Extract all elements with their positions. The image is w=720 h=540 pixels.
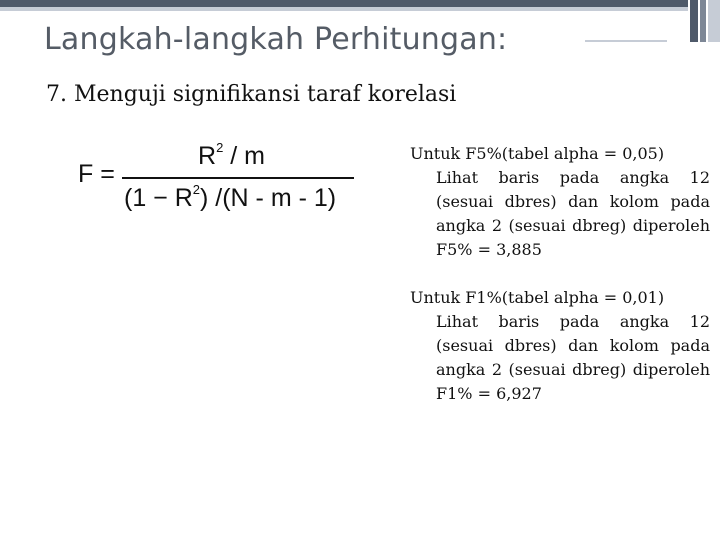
slide-subtitle: 7. Menguji signifikansi taraf korelasi	[46, 82, 457, 107]
formula-denominator-part1: (1 − R	[124, 184, 193, 212]
formula-fraction-bar	[122, 177, 354, 179]
f1-block	[410, 286, 710, 406]
formula-numerator-exponent: 2	[216, 140, 224, 155]
formula-denominator-exponent: 2	[192, 182, 201, 197]
formula-numerator	[198, 140, 265, 171]
title-rule	[585, 40, 667, 42]
corner-bar-dark	[690, 0, 698, 42]
formula-numerator-base: R	[198, 142, 217, 170]
formula-denominator	[124, 182, 336, 213]
f5-block	[410, 142, 710, 262]
formula-denominator-part2: ) /(N - m - 1)	[200, 184, 337, 212]
f1-heading: Untuk F1%(tabel alpha = 0,01)	[410, 288, 665, 307]
f-test-formula	[78, 140, 358, 220]
corner-bar-mid	[700, 0, 706, 42]
header-stripe-light	[0, 7, 688, 11]
f5-heading: Untuk F5%(tabel alpha = 0,05)	[410, 144, 665, 163]
f1-body: Lihat baris pada angka 12 (sesuai dbres) dan kolom pada angka 2 (sesuai dbreg) diperoleh F1% = 6,927	[436, 312, 710, 403]
formula-lhs: F =	[78, 160, 115, 188]
slide-title: Langkah-langkah Perhitungan:	[44, 22, 508, 57]
f5-body: Lihat baris pada angka 12 (sesuai dbres) dan kolom pada angka 2 (sesuai dbreg) diperoleh F5% = 3,885	[436, 168, 710, 259]
formula-numerator-rest: / m	[223, 142, 265, 170]
header-stripe-dark	[0, 0, 688, 7]
corner-bar-light	[708, 0, 720, 42]
